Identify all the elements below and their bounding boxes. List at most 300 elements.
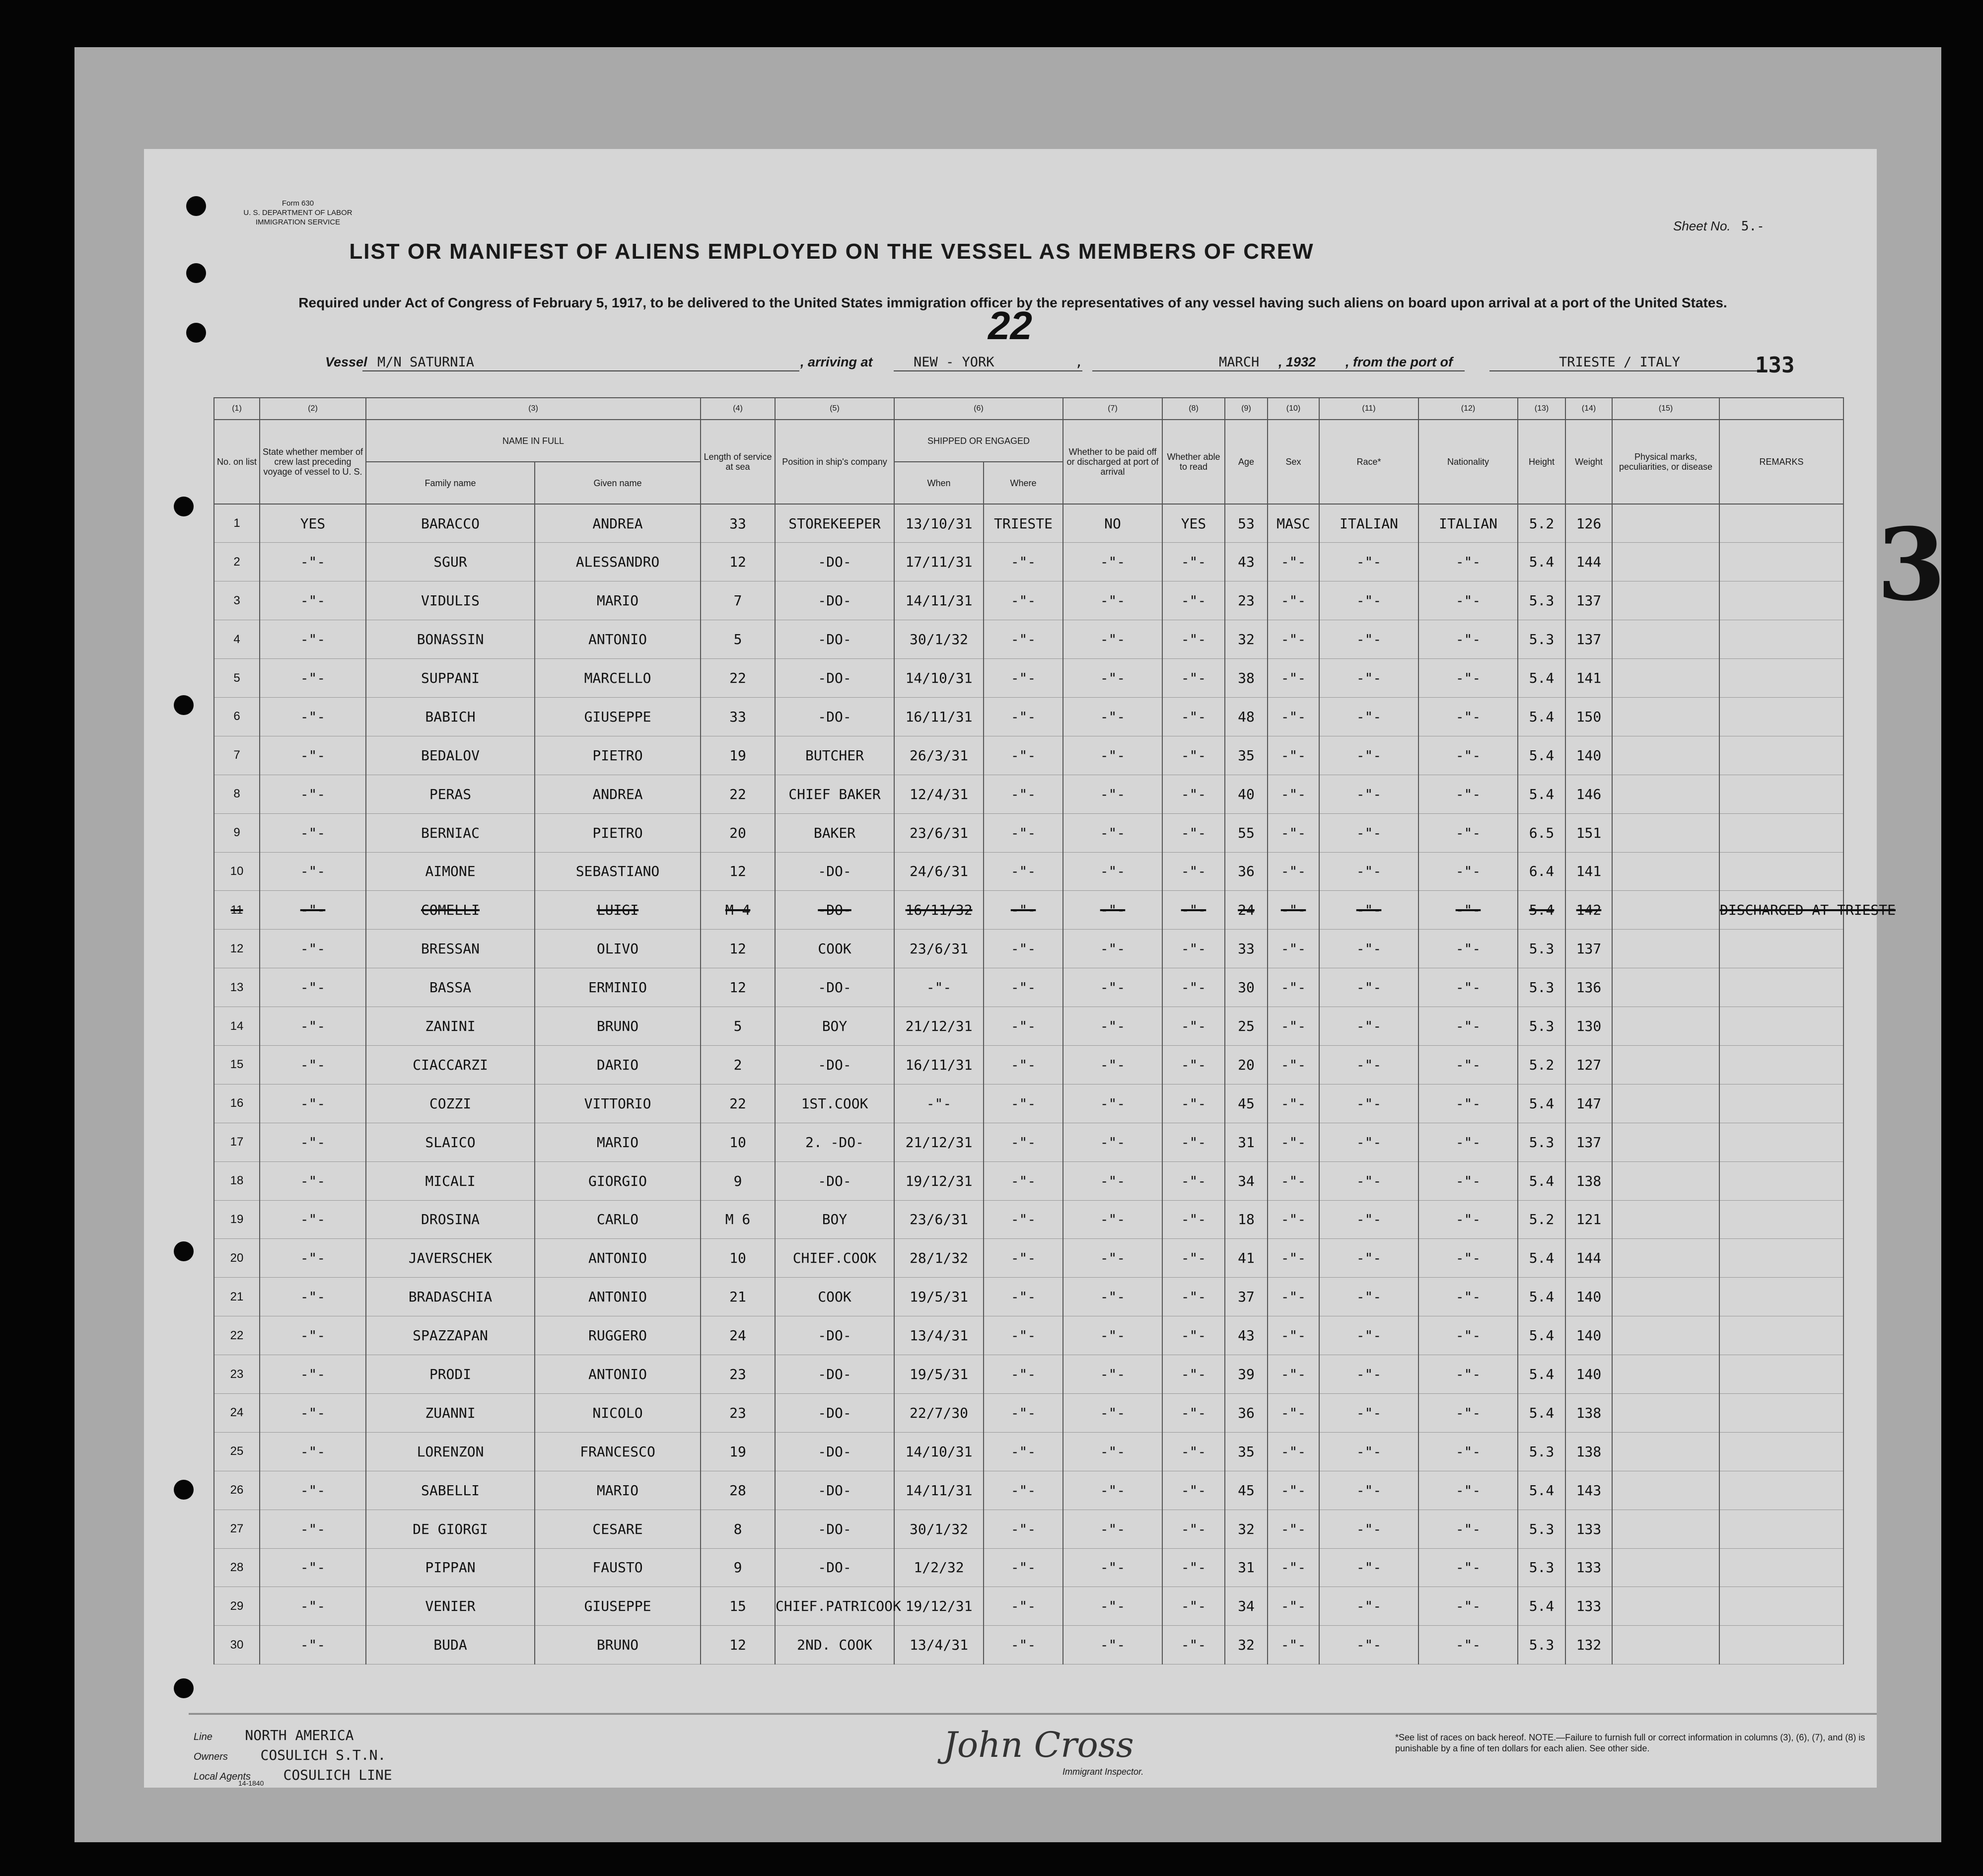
remarks-cell: [1719, 1626, 1843, 1664]
race-cell: -"-: [1319, 736, 1418, 775]
remarks-cell: [1719, 620, 1843, 659]
punch-hole: [174, 1480, 194, 1500]
shipped-where-cell: -"-: [984, 852, 1063, 891]
paid-off-cell: -"-: [1063, 813, 1162, 852]
previous-voyage-cell: -"-: [260, 1432, 366, 1471]
family-name-cell: BERNIAC: [366, 813, 535, 852]
height-cell: 5.4: [1518, 543, 1565, 581]
family-name-cell: DROSINA: [366, 1200, 535, 1239]
family-name-cell: BONASSIN: [366, 620, 535, 659]
able-to-read-cell: -"-: [1162, 775, 1225, 813]
paid-off-cell: -"-: [1063, 659, 1162, 698]
race-cell: -"-: [1319, 1393, 1418, 1432]
age-cell: 31: [1225, 1123, 1268, 1161]
header-where: Where: [984, 462, 1063, 504]
table-row: [214, 1393, 1843, 1432]
sex-cell: -"-: [1268, 1587, 1319, 1626]
remarks-cell: [1719, 1161, 1843, 1200]
shipped-when-cell: 17/11/31: [894, 543, 984, 581]
nationality-cell: -"-: [1418, 620, 1518, 659]
position-cell: -DO-: [775, 1355, 894, 1394]
able-to-read-cell: -"-: [1162, 1393, 1225, 1432]
family-name-cell: COZZI: [366, 1084, 535, 1123]
legal-requirement-text: Required under Act of Congress of February 5, 1917, to be delivered to the United States immigration officer by the representatives of any vessel having such aliens on board upon arrival at a port of the United States.: [298, 295, 1727, 310]
given-name-cell: FRANCESCO: [535, 1432, 701, 1471]
remarks-cell: [1719, 504, 1843, 543]
sex-cell: -"-: [1268, 1084, 1319, 1123]
table-row: [214, 852, 1843, 891]
paid-off-cell: -"-: [1063, 1626, 1162, 1664]
shipped-where-cell: -"-: [984, 620, 1063, 659]
shipped-where-cell: -"-: [984, 581, 1063, 620]
page-title: LIST OR MANIFEST OF ALIENS EMPLOYED ON THE VESSEL AS MEMBERS OF CREW: [349, 239, 1314, 264]
position-cell: -DO-: [775, 891, 894, 930]
height-cell: 5.3: [1518, 620, 1565, 659]
length-of-service-cell: 7: [701, 581, 775, 620]
able-to-read-cell: -"-: [1162, 813, 1225, 852]
shipped-when-cell: 30/1/32: [894, 1510, 984, 1548]
line-row: [194, 1727, 354, 1743]
shipped-where-cell: -"-: [984, 1084, 1063, 1123]
physical-marks-cell: [1612, 1316, 1719, 1355]
height-cell: 6.5: [1518, 813, 1565, 852]
physical-marks-cell: [1612, 813, 1719, 852]
nationality-cell: -"-: [1418, 1200, 1518, 1239]
position-cell: -DO-: [775, 1393, 894, 1432]
family-name-cell: BASSA: [366, 968, 535, 1007]
header-previous-voyage: State whether member of crew last preceding voyage of vessel to U. S.: [260, 420, 366, 504]
age-cell: 25: [1225, 1007, 1268, 1046]
paid-off-cell: -"-: [1063, 1355, 1162, 1394]
age-cell: 34: [1225, 1161, 1268, 1200]
paid-off-cell: -"-: [1063, 775, 1162, 813]
punch-hole: [186, 323, 206, 343]
shipped-where-cell: -"-: [984, 1200, 1063, 1239]
weight-cell: 137: [1565, 620, 1612, 659]
table-row: [214, 697, 1843, 736]
paid-off-cell: -"-: [1063, 736, 1162, 775]
row-number-cell: 9: [214, 813, 260, 852]
paid-off-cell: -"-: [1063, 1123, 1162, 1161]
given-name-cell: ANTONIO: [535, 1355, 701, 1394]
previous-voyage-cell: -"-: [260, 736, 366, 775]
owners-row: [194, 1747, 386, 1763]
sex-cell: -"-: [1268, 1432, 1319, 1471]
shipped-where-cell: -"-: [984, 1626, 1063, 1664]
length-of-service-cell: 28: [701, 1471, 775, 1510]
sex-cell: -"-: [1268, 543, 1319, 581]
age-cell: 36: [1225, 1393, 1268, 1432]
colnum-10: (10): [1268, 398, 1319, 420]
table-row: [214, 891, 1843, 930]
age-cell: 37: [1225, 1278, 1268, 1316]
length-of-service-cell: 22: [701, 1084, 775, 1123]
race-cell: -"-: [1319, 1548, 1418, 1587]
remarks-cell: [1719, 1084, 1843, 1123]
agents-value: COSULICH LINE: [283, 1767, 392, 1783]
physical-marks-cell: [1612, 543, 1719, 581]
able-to-read-cell: -"-: [1162, 1123, 1225, 1161]
shipped-when-cell: -"-: [894, 968, 984, 1007]
length-of-service-cell: 5: [701, 620, 775, 659]
given-name-cell: GIUSEPPE: [535, 1587, 701, 1626]
port-value: TRIESTE / ITALY: [1559, 355, 1680, 370]
position-cell: -DO-: [775, 1548, 894, 1587]
manifest-page: [144, 149, 1896, 1788]
shipped-where-cell: -"-: [984, 775, 1063, 813]
physical-marks-cell: [1612, 504, 1719, 543]
sex-cell: -"-: [1268, 775, 1319, 813]
position-cell: -DO-: [775, 543, 894, 581]
shipped-when-cell: 19/12/31: [894, 1587, 984, 1626]
given-name-cell: OLIVO: [535, 930, 701, 968]
edge-handwriting: 3: [1877, 506, 1946, 623]
able-to-read-cell: -"-: [1162, 1355, 1225, 1394]
physical-marks-cell: [1612, 736, 1719, 775]
paid-off-cell: -"-: [1063, 543, 1162, 581]
shipped-where-cell: -"-: [984, 1548, 1063, 1587]
sex-cell: -"-: [1268, 891, 1319, 930]
weight-cell: 136: [1565, 968, 1612, 1007]
height-cell: 5.3: [1518, 1123, 1565, 1161]
family-name-cell: SPAZZAPAN: [366, 1316, 535, 1355]
shipped-when-cell: 23/6/31: [894, 813, 984, 852]
position-cell: COOK: [775, 1278, 894, 1316]
table-header: [214, 398, 1843, 504]
shipped-where-cell: -"-: [984, 736, 1063, 775]
age-cell: 30: [1225, 968, 1268, 1007]
family-name-cell: PIPPAN: [366, 1548, 535, 1587]
height-cell: 5.3: [1518, 968, 1565, 1007]
remarks-cell: [1719, 736, 1843, 775]
weight-cell: 137: [1565, 930, 1612, 968]
position-cell: COOK: [775, 930, 894, 968]
header-nationality: Nationality: [1418, 420, 1518, 504]
physical-marks-cell: [1612, 891, 1719, 930]
length-of-service-cell: 19: [701, 736, 775, 775]
row-number-cell: 13: [214, 968, 260, 1007]
shipped-where-cell: TRIESTE: [984, 504, 1063, 543]
row-number-cell: 1: [214, 504, 260, 543]
nationality-cell: -"-: [1418, 1587, 1518, 1626]
paid-off-cell: -"-: [1063, 1200, 1162, 1239]
able-to-read-cell: -"-: [1162, 891, 1225, 930]
from-port-label: , from the port of: [1346, 355, 1453, 369]
previous-voyage-cell: -"-: [260, 1355, 366, 1394]
shipped-where-cell: -"-: [984, 543, 1063, 581]
remarks-cell: [1719, 1123, 1843, 1161]
weight-cell: 130: [1565, 1007, 1612, 1046]
length-of-service-cell: M 4: [701, 891, 775, 930]
able-to-read-cell: -"-: [1162, 620, 1225, 659]
paid-off-cell: -"-: [1063, 1432, 1162, 1471]
table-row: [214, 620, 1843, 659]
race-cell: -"-: [1319, 1045, 1418, 1084]
paid-off-cell: -"-: [1063, 1084, 1162, 1123]
row-number-cell: 5: [214, 659, 260, 698]
table-row: [214, 1316, 1843, 1355]
year-value: , 1932: [1278, 355, 1316, 369]
vessel-label: Vessel: [325, 355, 367, 369]
previous-voyage-cell: -"-: [260, 659, 366, 698]
shipped-where-cell: -"-: [984, 1316, 1063, 1355]
length-of-service-cell: 9: [701, 1161, 775, 1200]
table-row: [214, 1007, 1843, 1046]
row-number-cell: 17: [214, 1123, 260, 1161]
remarks-cell: [1719, 581, 1843, 620]
line-value: NORTH AMERICA: [245, 1727, 354, 1743]
header-able-to-read: Whether able to read: [1162, 420, 1225, 504]
table-row: [214, 543, 1843, 581]
nationality-cell: -"-: [1418, 1123, 1518, 1161]
nationality-cell: -"-: [1418, 1239, 1518, 1278]
length-of-service-cell: 12: [701, 930, 775, 968]
sex-cell: -"-: [1268, 813, 1319, 852]
vessel-line: [144, 348, 1832, 377]
length-of-service-cell: 10: [701, 1239, 775, 1278]
remarks-cell: [1719, 1239, 1843, 1278]
table-row: [214, 1626, 1843, 1664]
position-cell: CHIEF.PATRICOOK: [775, 1587, 894, 1626]
able-to-read-cell: -"-: [1162, 1432, 1225, 1471]
family-name-cell: BEDALOV: [366, 736, 535, 775]
given-name-cell: ANDREA: [535, 775, 701, 813]
paid-off-cell: -"-: [1063, 620, 1162, 659]
previous-voyage-cell: -"-: [260, 1200, 366, 1239]
able-to-read-cell: -"-: [1162, 1587, 1225, 1626]
height-cell: 5.4: [1518, 1278, 1565, 1316]
shipped-where-cell: -"-: [984, 930, 1063, 968]
shipped-when-cell: 21/12/31: [894, 1007, 984, 1046]
row-number-cell: 8: [214, 775, 260, 813]
manifest-footer: [189, 1713, 1877, 1787]
age-cell: 43: [1225, 543, 1268, 581]
nationality-cell: -"-: [1418, 1355, 1518, 1394]
given-name-cell: ANTONIO: [535, 620, 701, 659]
position-cell: -DO-: [775, 852, 894, 891]
table-row: [214, 736, 1843, 775]
weight-cell: 132: [1565, 1626, 1612, 1664]
row-number-cell: 10: [214, 852, 260, 891]
age-cell: 38: [1225, 659, 1268, 698]
family-name-cell: SABELLI: [366, 1471, 535, 1510]
position-cell: -DO-: [775, 1161, 894, 1200]
shipped-where-cell: -"-: [984, 697, 1063, 736]
age-cell: 32: [1225, 620, 1268, 659]
paid-off-cell: -"-: [1063, 1045, 1162, 1084]
length-of-service-cell: 15: [701, 1587, 775, 1626]
height-cell: 5.4: [1518, 1239, 1565, 1278]
previous-voyage-cell: -"-: [260, 1548, 366, 1587]
header-weight: Weight: [1565, 420, 1612, 504]
row-number-cell: 30: [214, 1626, 260, 1664]
remarks-cell: [1719, 697, 1843, 736]
table-row: [214, 1548, 1843, 1587]
sex-cell: -"-: [1268, 1045, 1319, 1084]
able-to-read-cell: -"-: [1162, 659, 1225, 698]
previous-voyage-cell: -"-: [260, 697, 366, 736]
length-of-service-cell: 19: [701, 1432, 775, 1471]
able-to-read-cell: -"-: [1162, 1007, 1225, 1046]
punch-hole: [174, 1678, 194, 1698]
header-age: Age: [1225, 420, 1268, 504]
position-cell: -DO-: [775, 1045, 894, 1084]
shipped-when-cell: 14/10/31: [894, 659, 984, 698]
paid-off-cell: -"-: [1063, 930, 1162, 968]
sex-cell: -"-: [1268, 1626, 1319, 1664]
shipped-where-cell: -"-: [984, 1239, 1063, 1278]
weight-cell: 121: [1565, 1200, 1612, 1239]
height-cell: 5.4: [1518, 1587, 1565, 1626]
height-cell: 5.4: [1518, 1393, 1565, 1432]
age-cell: 35: [1225, 736, 1268, 775]
owners-value: COSULICH S.T.N.: [260, 1747, 386, 1763]
sex-cell: -"-: [1268, 1316, 1319, 1355]
family-name-cell: ZUANNI: [366, 1393, 535, 1432]
column-group-row: [214, 420, 1843, 462]
family-name-cell: JAVERSCHEK: [366, 1239, 535, 1278]
age-cell: 45: [1225, 1471, 1268, 1510]
physical-marks-cell: [1612, 1278, 1719, 1316]
shipped-when-cell: 19/5/31: [894, 1278, 984, 1316]
nationality-cell: -"-: [1418, 1278, 1518, 1316]
age-cell: 40: [1225, 775, 1268, 813]
sex-cell: -"-: [1268, 1278, 1319, 1316]
shipped-when-cell: 14/11/31: [894, 581, 984, 620]
physical-marks-cell: [1612, 1587, 1719, 1626]
given-name-cell: ERMINIO: [535, 968, 701, 1007]
able-to-read-cell: -"-: [1162, 581, 1225, 620]
shipped-when-cell: 19/12/31: [894, 1161, 984, 1200]
previous-voyage-cell: -"-: [260, 1393, 366, 1432]
agents-row: [194, 1767, 392, 1783]
weight-cell: 141: [1565, 659, 1612, 698]
table-row: [214, 1432, 1843, 1471]
height-cell: 5.4: [1518, 736, 1565, 775]
footer-form-code: 14-1840: [238, 1779, 264, 1787]
age-cell: 20: [1225, 1045, 1268, 1084]
position-cell: -DO-: [775, 1316, 894, 1355]
nationality-cell: -"-: [1418, 697, 1518, 736]
physical-marks-cell: [1612, 1626, 1719, 1664]
family-name-cell: BABICH: [366, 697, 535, 736]
nationality-cell: -"-: [1418, 1084, 1518, 1123]
length-of-service-cell: 21: [701, 1278, 775, 1316]
punch-hole: [174, 497, 194, 516]
nationality-cell: -"-: [1418, 891, 1518, 930]
able-to-read-cell: -"-: [1162, 697, 1225, 736]
physical-marks-cell: [1612, 1510, 1719, 1548]
colnum-4: (4): [701, 398, 775, 420]
weight-cell: 140: [1565, 1278, 1612, 1316]
sex-cell: MASC: [1268, 504, 1319, 543]
physical-marks-cell: [1612, 1084, 1719, 1123]
inspector-signature: John Cross: [943, 1725, 1134, 1765]
nationality-cell: -"-: [1418, 581, 1518, 620]
table-row: [214, 1200, 1843, 1239]
able-to-read-cell: -"-: [1162, 543, 1225, 581]
nationality-cell: -"-: [1418, 1626, 1518, 1664]
previous-voyage-cell: -"-: [260, 1626, 366, 1664]
month-value: MARCH: [1219, 355, 1260, 370]
sex-cell: -"-: [1268, 968, 1319, 1007]
header-physical-marks: Physical marks, peculiarities, or disease: [1612, 420, 1719, 504]
table-row: [214, 775, 1843, 813]
previous-voyage-cell: -"-: [260, 1587, 366, 1626]
weight-cell: 138: [1565, 1393, 1612, 1432]
previous-voyage-cell: -"-: [260, 1278, 366, 1316]
race-cell: -"-: [1319, 1084, 1418, 1123]
race-cell: -"-: [1319, 930, 1418, 968]
position-cell: 2. -DO-: [775, 1123, 894, 1161]
length-of-service-cell: 2: [701, 1045, 775, 1084]
family-name-cell: PERAS: [366, 775, 535, 813]
position-cell: -DO-: [775, 697, 894, 736]
service-name: IMMIGRATION SERVICE: [255, 218, 341, 226]
sex-cell: -"-: [1268, 1200, 1319, 1239]
weight-cell: 133: [1565, 1587, 1612, 1626]
age-cell: 53: [1225, 504, 1268, 543]
shipped-when-cell: 23/6/31: [894, 930, 984, 968]
given-name-cell: GIUSEPPE: [535, 697, 701, 736]
previous-voyage-cell: -"-: [260, 852, 366, 891]
able-to-read-cell: -"-: [1162, 1626, 1225, 1664]
physical-marks-cell: [1612, 968, 1719, 1007]
physical-marks-cell: [1612, 775, 1719, 813]
age-cell: 41: [1225, 1239, 1268, 1278]
row-number-cell: 2: [214, 543, 260, 581]
date-comma: ,: [1075, 355, 1083, 370]
weight-cell: 150: [1565, 697, 1612, 736]
table-row: [214, 581, 1843, 620]
sex-cell: -"-: [1268, 1355, 1319, 1394]
arriving-underline: [894, 370, 1082, 371]
row-number-cell: 21: [214, 1278, 260, 1316]
physical-marks-cell: [1612, 581, 1719, 620]
race-cell: -"-: [1319, 1161, 1418, 1200]
sheet-number-label: Sheet No.: [1673, 218, 1731, 233]
race-cell: -"-: [1319, 581, 1418, 620]
position-cell: BUTCHER: [775, 736, 894, 775]
weight-cell: 141: [1565, 852, 1612, 891]
paid-off-cell: -"-: [1063, 697, 1162, 736]
height-cell: 5.4: [1518, 697, 1565, 736]
age-cell: 55: [1225, 813, 1268, 852]
colnum-11: (11): [1319, 398, 1418, 420]
given-name-cell: MARCELLO: [535, 659, 701, 698]
length-of-service-cell: 24: [701, 1316, 775, 1355]
age-cell: 32: [1225, 1510, 1268, 1548]
race-cell: -"-: [1319, 543, 1418, 581]
race-cell: -"-: [1319, 697, 1418, 736]
sex-cell: -"-: [1268, 1510, 1319, 1548]
shipped-when-cell: 21/12/31: [894, 1123, 984, 1161]
header-no-on-list: No. on list: [214, 420, 260, 504]
position-cell: 1ST.COOK: [775, 1084, 894, 1123]
weight-cell: 144: [1565, 543, 1612, 581]
remarks-cell: [1719, 1316, 1843, 1355]
height-cell: 5.3: [1518, 1510, 1565, 1548]
remarks-cell: [1719, 1355, 1843, 1394]
nationality-cell: -"-: [1418, 1510, 1518, 1548]
shipped-when-cell: 26/3/31: [894, 736, 984, 775]
physical-marks-cell: [1612, 1471, 1719, 1510]
table-row: [214, 813, 1843, 852]
previous-voyage-cell: -"-: [260, 968, 366, 1007]
nationality-cell: -"-: [1418, 813, 1518, 852]
sex-cell: -"-: [1268, 620, 1319, 659]
paid-off-cell: NO: [1063, 504, 1162, 543]
